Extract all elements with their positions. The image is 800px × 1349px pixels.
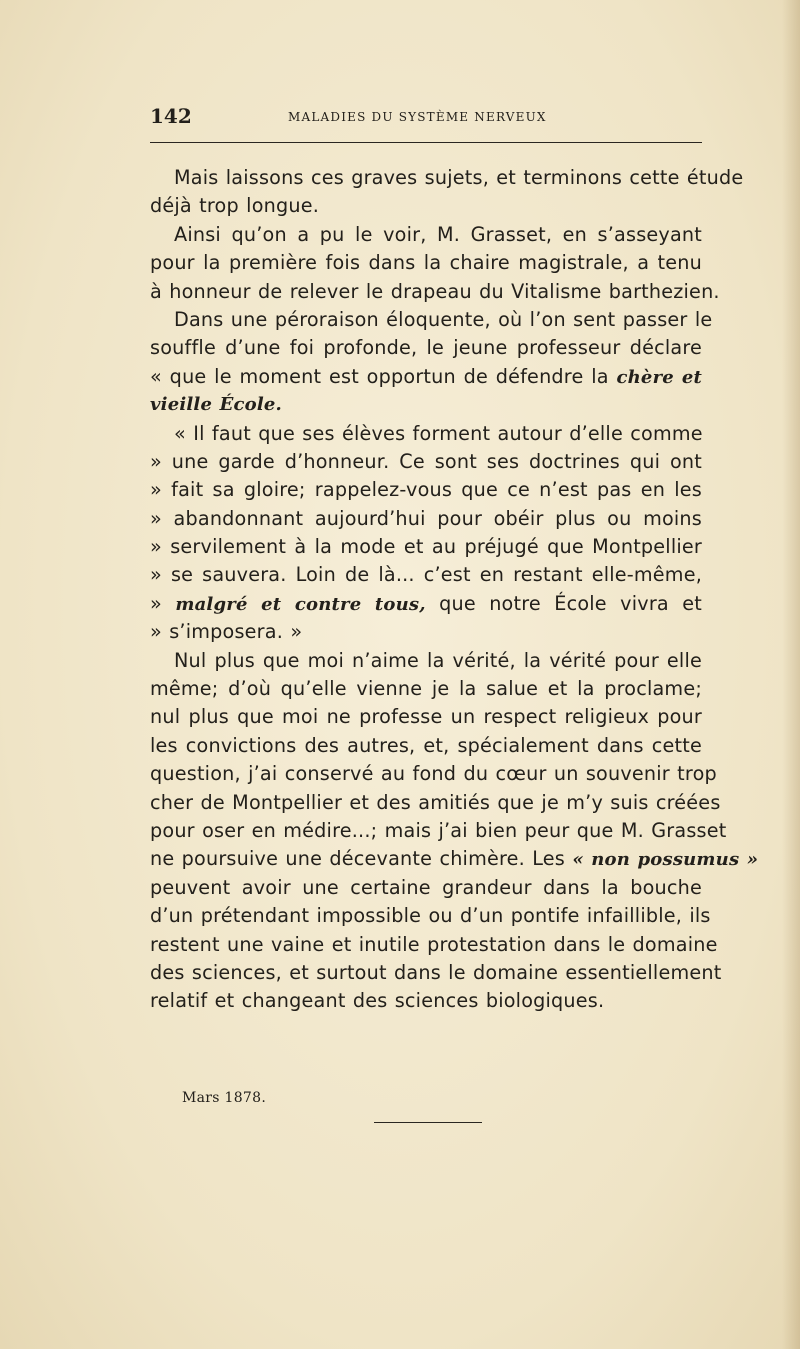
- text-line: [150, 363, 702, 391]
- text-line: pour oser en médire...; mais j’ai bien peur que M. Grasset: [150, 818, 727, 842]
- text-run: »: [150, 591, 162, 615]
- text-run: « que le moment est opportun de défendre la: [150, 364, 609, 388]
- text-line: les convictions des autres, et, spécialement dans cette: [150, 733, 702, 757]
- closing-rule: [374, 1122, 482, 1123]
- text-line: Mais laissons ces graves sujets, et terminons cette étude: [174, 166, 744, 189]
- text-line: question, j’ai conservé au fond du cœur un souvenir trop: [150, 762, 717, 786]
- text-line: » abandonnant aujourd’hui pour obéir plus ou moins: [150, 506, 702, 530]
- text-line: Dans une péroraison éloquente, où l’on sent passer le: [174, 307, 713, 331]
- text-line: » se sauvera. Loin de là... c’est en restant elle-même,: [150, 563, 702, 587]
- text-line: relatif et changeant des sciences biologiques.: [150, 989, 605, 1013]
- text-line: à honneur de relever le drapeau du Vitalisme barthezien.: [150, 279, 720, 303]
- text-line: déjà trop longue.: [150, 194, 320, 218]
- text-line: » fait sa gloire; rappelez-vous que ce n’est pas en les: [150, 478, 702, 502]
- text-line: vieille École.: [150, 394, 283, 416]
- text-line: même; d’où qu’elle vienne je la salue et la proclame;: [150, 677, 702, 701]
- text-line: » s’imposera. »: [150, 620, 303, 644]
- body-text: [150, 164, 759, 1016]
- text-run: que notre École vivra et: [439, 591, 702, 615]
- text-line: restent une vaine et inutile protestation dans le domaine: [150, 932, 718, 956]
- page-edge-shadow: [782, 0, 800, 1349]
- text-line: peuvent avoir une certaine grandeur dans la bouche: [150, 875, 702, 899]
- text-line: [150, 590, 702, 618]
- text-line: des sciences, et surtout dans le domaine essentiellement: [150, 960, 722, 984]
- header-rule: [150, 142, 702, 143]
- italic-text: malgré et contre tous,: [175, 593, 426, 615]
- text-line: Nul plus que moi n’aime la vérité, la vérité pour elle: [174, 648, 702, 672]
- text-line: pour la première fois dans la chaire magistrale, a tenu: [150, 251, 702, 275]
- text-line: Ainsi qu’on a pu le voir, M. Grasset, en s’asseyant: [174, 222, 702, 246]
- text-line: souffle d’une foi profonde, le jeune professeur déclare: [150, 336, 702, 360]
- text-line: » une garde d’honneur. Ce sont ses doctrines qui ont: [150, 449, 702, 473]
- text-line: [150, 845, 759, 873]
- page-number: 142: [150, 104, 192, 128]
- text-line: » servilement à la mode et au préjugé que Montpellier: [150, 535, 702, 559]
- text-run: ne poursuive une décevante chimère. Les: [150, 847, 566, 871]
- italic-text: chère et: [616, 366, 702, 388]
- italic-text: « non possumus »: [572, 849, 759, 871]
- text-line: d’un prétendant impossible ou d’un pontife infaillible, ils: [150, 904, 711, 928]
- date-line: Mars 1878.: [182, 1090, 267, 1106]
- text-line: cher de Montpellier et des amitiés que je m’y suis créées: [150, 790, 721, 814]
- text-line: « Il faut que ses élèves forment autour d’elle comme: [174, 421, 703, 445]
- text-line: nul plus que moi ne professe un respect religieux pour: [150, 705, 702, 729]
- page-header: [150, 104, 702, 128]
- running-head: MALADIES DU SYSTÈME NERVEUX: [288, 110, 547, 124]
